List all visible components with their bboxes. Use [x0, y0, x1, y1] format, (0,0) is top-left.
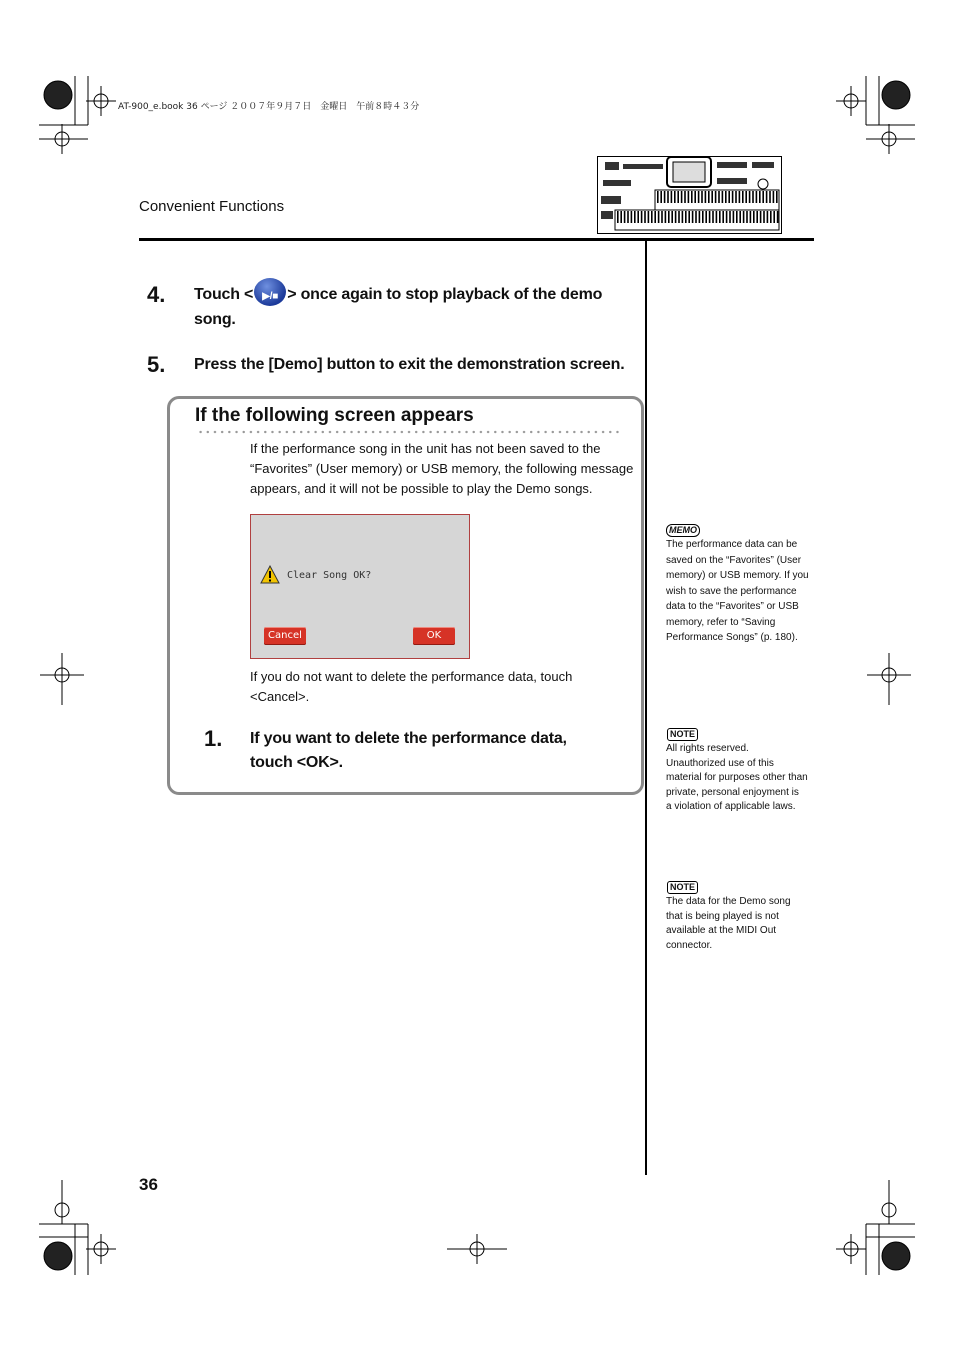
box-paragraph-1	[250, 439, 633, 499]
step-4-text-b: > once again to stop playback of the demo	[287, 286, 603, 303]
text-line: If you do not want to delete the performance data, touch	[250, 669, 573, 684]
page-number: 36	[139, 1175, 158, 1194]
memo-badge	[666, 520, 700, 538]
text-line: connector.	[666, 939, 713, 951]
column-divider	[645, 241, 647, 1175]
text-line: Performance Songs” (p. 180).	[666, 632, 798, 643]
text-line: memory, refer to “Saving	[666, 616, 776, 628]
note-2-text	[666, 895, 791, 953]
memo-text	[666, 537, 809, 646]
text-line: The data for the Demo song	[666, 896, 791, 907]
note-1-text	[666, 742, 808, 815]
step-number: 5.	[147, 352, 166, 377]
step-4-text	[194, 283, 602, 307]
dialog-message: Clear Song OK?	[287, 570, 372, 581]
text-line: The performance data can be	[666, 539, 798, 550]
header-rule	[139, 238, 814, 241]
note-badge-2	[667, 877, 698, 895]
text-line: If you want to delete the performance data,	[250, 730, 567, 747]
organ-illustration	[597, 156, 782, 234]
note-icon: NOTE	[667, 728, 698, 741]
substep-number: 1.	[204, 726, 223, 751]
substep-text	[250, 727, 567, 775]
step-5-text: Press the [Demo] button to exit the demonstration screen.	[194, 356, 625, 373]
text-line: available at the MIDI Out	[666, 925, 777, 936]
ok-button[interactable]: OK	[413, 627, 455, 645]
box-paragraph-2	[250, 667, 572, 707]
section-title: Convenient Functions	[139, 198, 285, 215]
text-line: that is being played is not	[666, 910, 779, 922]
warning-icon	[260, 565, 280, 584]
play-stop-glyph: ▶/■	[262, 290, 279, 302]
dotted-divider	[197, 430, 622, 434]
box-title: If the following screen appears	[195, 405, 474, 426]
text-line: <Cancel>.	[250, 689, 310, 704]
print-header: AT-900_e.book 36 ページ ２００７年９月７日 金曜日 午前８時４３分	[118, 102, 420, 112]
note-icon: NOTE	[667, 881, 698, 894]
step-4-text-a: Touch <	[194, 286, 254, 303]
step-number: 4.	[147, 282, 166, 307]
text-line: private, personal enjoyment is	[666, 786, 799, 798]
note-badge-1	[667, 724, 698, 742]
cancel-button[interactable]: Cancel	[264, 627, 306, 645]
play-stop-icon	[254, 278, 286, 306]
text-line: wish to save the performance	[666, 585, 797, 597]
text-line: appears, and it will not be possible to play the Demo songs.	[250, 481, 593, 496]
text-line: material for purposes other than	[666, 772, 808, 783]
clear-song-dialog	[250, 514, 470, 659]
text-line: memory) or USB memory. If you	[666, 570, 809, 581]
text-line: “Favorites” (User memory) or USB memory, the following message	[250, 461, 634, 476]
memo-icon: MEMO	[666, 524, 700, 537]
text-line: data to the “Favorites” or USB	[666, 601, 799, 612]
text-line: Unauthorized use of this	[666, 757, 774, 769]
text-line: All rights reserved.	[666, 743, 749, 754]
step-4-text-line2: song.	[194, 311, 236, 328]
text-line: saved on the “Favorites” (User	[666, 554, 802, 566]
text-line: If the performance song in the unit has not been saved to the	[250, 441, 601, 456]
text-line: a violation of applicable laws.	[666, 801, 796, 812]
text-line: touch <OK>.	[250, 754, 343, 771]
